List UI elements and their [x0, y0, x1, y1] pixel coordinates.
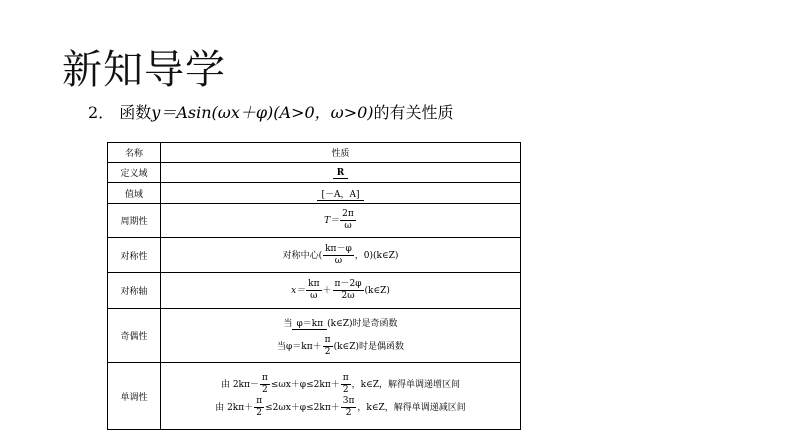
fraction-numerator: π: [261, 373, 268, 383]
parity-odd-condition: φ＝kπ: [292, 319, 327, 330]
fraction-numerator: π: [256, 396, 263, 406]
axis-suffix: (k∈Z): [364, 286, 390, 296]
parity-even-suffix: (k∈Z)时是偶函数: [333, 342, 404, 352]
increasing-middle: ≤ωx＋φ≤2kπ＋: [270, 380, 340, 390]
fraction-denominator: ω: [344, 221, 352, 231]
symmetry-center-fraction: [323, 244, 354, 267]
row-value: [161, 273, 521, 309]
heading-prefix: 函数: [119, 103, 152, 122]
header-name: 名称: [108, 143, 161, 163]
fraction-numerator: 2π: [342, 209, 354, 219]
row-value: [161, 309, 521, 363]
row-name: 对称轴: [108, 273, 161, 309]
decreasing-middle: ≤2ωx＋φ≤2kπ＋: [265, 403, 340, 413]
fraction-denominator: 2: [342, 385, 349, 395]
slide-title: 新知导学: [62, 47, 226, 93]
axis-lhs: x＝: [291, 286, 306, 296]
fraction-numerator: 3π: [342, 396, 355, 406]
monotonicity-line-1: [161, 373, 520, 396]
fraction-denominator: 2: [345, 408, 352, 418]
fraction-denominator: 2: [262, 385, 268, 395]
row-value: [161, 183, 521, 204]
fraction-numerator: π: [342, 373, 349, 383]
table-row-range: [108, 183, 521, 204]
fraction-denominator: 2: [324, 347, 331, 357]
axis-fraction-1: [306, 279, 321, 302]
decreasing-fraction-2: [341, 396, 357, 419]
increasing-fraction-1: [260, 373, 270, 396]
fraction-numerator: kπ: [308, 279, 320, 289]
increasing-prefix: 由 2kπ－: [220, 380, 259, 390]
row-name: 定义域: [108, 163, 161, 183]
fraction-numerator: π－2φ: [334, 279, 362, 289]
row-name: 奇偶性: [108, 309, 161, 363]
range-value: [－A，A]: [317, 190, 363, 201]
increasing-suffix: ，k∈Z，解得单调递增区间: [351, 380, 461, 390]
row-name: 周期性: [108, 204, 161, 238]
fraction-denominator: ω: [334, 255, 343, 266]
properties-table: [107, 142, 521, 430]
period-lhs: T＝: [324, 216, 340, 226]
row-value: [161, 363, 521, 430]
heading-suffix: 的有关性质: [373, 103, 454, 122]
fraction-denominator: 2ω: [341, 291, 355, 301]
symmetry-center-suffix: ，0)(k∈Z): [354, 250, 399, 261]
parity-line-2: [161, 335, 520, 358]
table-row-monotonicity: [108, 363, 521, 430]
parity-even-prefix: 当φ＝kπ＋: [277, 342, 322, 352]
parity-line-1: [161, 313, 520, 335]
fraction-denominator: 2: [256, 408, 263, 418]
row-value: [161, 238, 521, 273]
section-heading: [88, 100, 454, 123]
table-header-row: [108, 143, 521, 163]
fraction-numerator: kπ－φ: [325, 243, 352, 254]
header-property: 性质: [161, 143, 521, 163]
decreasing-prefix: 由 2kπ＋: [215, 403, 254, 413]
parity-odd-suffix: (k∈Z)时是奇函数: [327, 319, 398, 329]
parity-odd-prefix: 当: [283, 319, 293, 329]
decreasing-suffix: ，k∈Z，解得单调递减区间: [357, 403, 466, 413]
row-value: [161, 204, 521, 238]
table-row-domain: [108, 163, 521, 183]
table-row-symmetry-axis: [108, 273, 521, 309]
domain-value: R: [333, 168, 348, 179]
axis-plus: ＋: [322, 286, 332, 296]
heading-number: 2．: [88, 103, 115, 122]
table-row-symmetry-center: [108, 238, 521, 273]
fraction-denominator: ω: [310, 291, 318, 301]
heading-formula: y＝Asin(ωx＋φ)(A>0，ω>0): [151, 103, 374, 122]
parity-even-fraction: [323, 335, 333, 358]
period-fraction: [340, 209, 356, 232]
table-row-period: [108, 204, 521, 238]
row-name: 单调性: [108, 363, 161, 430]
monotonicity-line-2: [161, 396, 520, 419]
row-name: 值域: [108, 183, 161, 204]
table-row-parity: [108, 309, 521, 363]
fraction-numerator: π: [324, 335, 331, 345]
increasing-fraction-2: [341, 373, 351, 396]
axis-fraction-2: [333, 279, 364, 302]
row-name: 对称性: [108, 238, 161, 273]
symmetry-center-prefix: 对称中心(: [282, 250, 323, 261]
row-value: [161, 163, 521, 183]
decreasing-fraction-1: [254, 396, 264, 419]
